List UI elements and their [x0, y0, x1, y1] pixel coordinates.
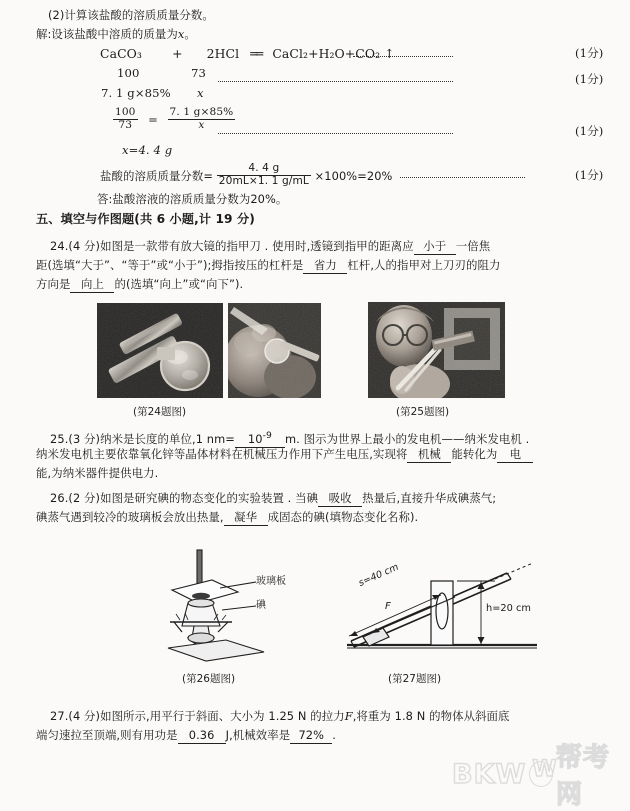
q24-number: 24.	[50, 239, 69, 253]
proportion-right-numerator: 7. 1 g×85%	[169, 106, 234, 118]
photo-nail-clipper	[97, 303, 223, 398]
section-heading: 五、填空与作图题(共 6 小题,计 19 分)	[36, 212, 255, 226]
label-force-F: F	[385, 601, 391, 612]
q26-text4: 成固态的碘(填物态变化名称).	[267, 510, 419, 524]
relative-mass-1: 100	[117, 66, 140, 80]
q26-text1: 如图是研究碘的物态变化的实验装置 . 当碘	[100, 491, 319, 505]
solution-given-line	[36, 27, 196, 42]
watermark-bkw	[452, 737, 630, 811]
q27-number: 27.	[50, 709, 69, 723]
question-26-line1	[50, 491, 496, 507]
q27-blank-1[interactable]: 0.36	[178, 728, 226, 744]
chemical-equation	[100, 46, 395, 61]
label-h-height: h=20 cm	[486, 603, 531, 614]
label-iodine: 碘	[256, 600, 266, 611]
proportion-right-denominator: x	[198, 118, 205, 131]
label-glass-plate: 玻璃板	[256, 576, 286, 587]
q24-text6: 的(选填“向上”或“向下”).	[114, 277, 244, 291]
question-26-line2	[36, 510, 418, 526]
watermark-logo-letter: W	[532, 757, 558, 782]
question-25-line1	[50, 428, 529, 448]
question-25-line2	[36, 447, 533, 463]
photo-nano-generator	[368, 302, 505, 398]
q26-text3: 碘蒸气遇到较冷的玻璃板会放出热量,	[36, 510, 224, 524]
proportion-equals: =	[148, 112, 158, 127]
q25-blank-1-base: 10	[247, 431, 263, 446]
leader-dots-1	[353, 56, 453, 57]
q24-text2: 一倍焦	[455, 239, 491, 253]
leader-dots-3	[218, 133, 453, 134]
mass-fraction-numerator: 4. 4 g	[217, 163, 311, 176]
q24-blank-3[interactable]: 向上	[70, 277, 114, 293]
score-mark-3: (1分)	[575, 124, 604, 138]
given-variable: x	[177, 27, 185, 41]
question-24-line3	[36, 277, 243, 293]
q25-text1: 纳米是长度的单位,1 nm=	[100, 431, 235, 446]
x-result-line	[122, 143, 172, 158]
q27-text1: 如图所示,用平行于斜面、大小为 1.25 N 的拉力	[100, 709, 345, 723]
q26-number: 26.	[50, 491, 69, 505]
q24-blank-1[interactable]: 小于	[414, 239, 456, 255]
relative-mass-2: 73	[191, 66, 206, 80]
equation-equals: ══	[250, 46, 262, 61]
leader-dots-2	[218, 81, 453, 82]
solution-part-label: (2)计算该盐酸的溶质质量分数。	[48, 8, 214, 22]
q24-text3: 距(选填“大于”、“等于”或“小于”);拇指按压的杠杆是	[36, 258, 304, 272]
mass-fraction-formula	[100, 164, 392, 189]
q25-blank-3[interactable]: 电	[497, 447, 533, 463]
q25-blank-1-exponent: -9	[262, 430, 272, 441]
proportion-equation	[113, 108, 235, 133]
score-mark-1: (1分)	[575, 46, 604, 60]
q25-text4: 能转化为	[451, 447, 498, 461]
proportion-left-fraction	[113, 107, 138, 132]
q26-blank-2[interactable]: 凝华	[224, 510, 268, 526]
question-27-line2	[36, 728, 336, 744]
q27-text4: J,机械效率是	[225, 728, 291, 742]
q25-figure-caption: (第25题图)	[396, 406, 450, 418]
q25-blank-1[interactable]	[235, 428, 285, 448]
diagram-iodine-apparatus	[160, 548, 310, 666]
answer-line: 答:盐酸溶液的溶质质量分数为20%。	[97, 192, 288, 206]
q24-score: (4 分)	[68, 239, 101, 253]
q25-score: (3 分)	[68, 431, 101, 446]
diagram-inclined-plane	[345, 553, 560, 665]
x-result: x=4. 4 g	[122, 143, 173, 157]
proportion-left-denominator: 73	[118, 118, 133, 131]
proportion-right-fraction	[168, 107, 236, 132]
question-24-line1	[50, 239, 490, 255]
amount-known: 7. 1 g×85%	[101, 86, 171, 100]
proportion-left-numerator: 100	[115, 106, 136, 118]
amount-unknown: x	[197, 86, 204, 100]
mass-fraction-label: 盐酸的溶质质量分数=	[100, 168, 214, 183]
q25-text2: m. 图示为世界上最小的发电机——纳米发电机 .	[284, 431, 530, 446]
q26-text2: 热量后,直接升华成碘蒸气;	[362, 491, 497, 505]
q25-blank-2[interactable]: 机械	[407, 447, 451, 463]
score-mark-2: (1分)	[575, 72, 604, 86]
equation-products: CaCl₂+H₂O+CO₂ ↑	[272, 46, 395, 61]
q24-text5: 方向是	[36, 277, 71, 291]
label-s-distance: s=40 cm	[357, 561, 401, 590]
q27-score: (4 分)	[68, 709, 101, 723]
reactant-caco3: CaCO₃	[100, 46, 142, 61]
q27-figure-caption: (第27题图)	[388, 673, 442, 685]
q24-text1: 如图是一款带有放大镜的指甲刀 . 使用时,透镜到指甲的距离应	[100, 239, 414, 253]
question-25-line3: 能,为纳米器件提供电力.	[36, 466, 159, 480]
leader-dots-4	[400, 177, 525, 178]
q26-figure-caption: (第26题图)	[182, 673, 236, 685]
watermark-logo-icon	[529, 757, 558, 787]
mass-fraction-denominator: 20mL×1. 1 g/mL	[218, 174, 309, 187]
watermark-chinese-text: 帮考网	[556, 743, 611, 810]
given-text: 解:设该盐酸中溶质的质量为	[36, 27, 178, 41]
q27-text3: 端匀速拉至顶端,则有用功是	[36, 728, 178, 742]
q25-number: 25.	[50, 431, 69, 446]
equation-plus: +	[172, 46, 183, 61]
q27-text2: ,将重为 1.8 N 的物体从斜面底	[352, 709, 510, 723]
mass-fraction-tail: ×100%=20%	[314, 168, 393, 183]
photo-hand-using-clipper	[228, 303, 321, 398]
q26-score: (2 分)	[68, 491, 101, 505]
score-mark-4: (1分)	[575, 168, 604, 182]
q26-blank-1[interactable]: 吸收	[318, 491, 362, 507]
q27-variable-F: F	[344, 709, 353, 723]
q27-text5: .	[332, 728, 336, 742]
q24-text4: 杠杆,人的指甲对上刀刃的阻力	[347, 258, 501, 272]
q24-figure-caption: (第24题图)	[133, 406, 187, 418]
watermark-latin-text: BKW	[452, 758, 527, 790]
q27-blank-2[interactable]: 72%	[290, 728, 332, 744]
reactant-hcl: 2HCl	[206, 46, 240, 61]
given-period: 。	[184, 27, 196, 41]
question-24-line2	[36, 258, 500, 274]
question-27-line1	[50, 709, 510, 724]
mass-fraction-fraction	[217, 163, 311, 188]
q24-blank-2[interactable]: 省力	[303, 258, 347, 274]
q25-text3: 纳米发电机主要依靠氧化锌等晶体材料在机械压力作用下产生电压,实现将	[36, 447, 408, 461]
